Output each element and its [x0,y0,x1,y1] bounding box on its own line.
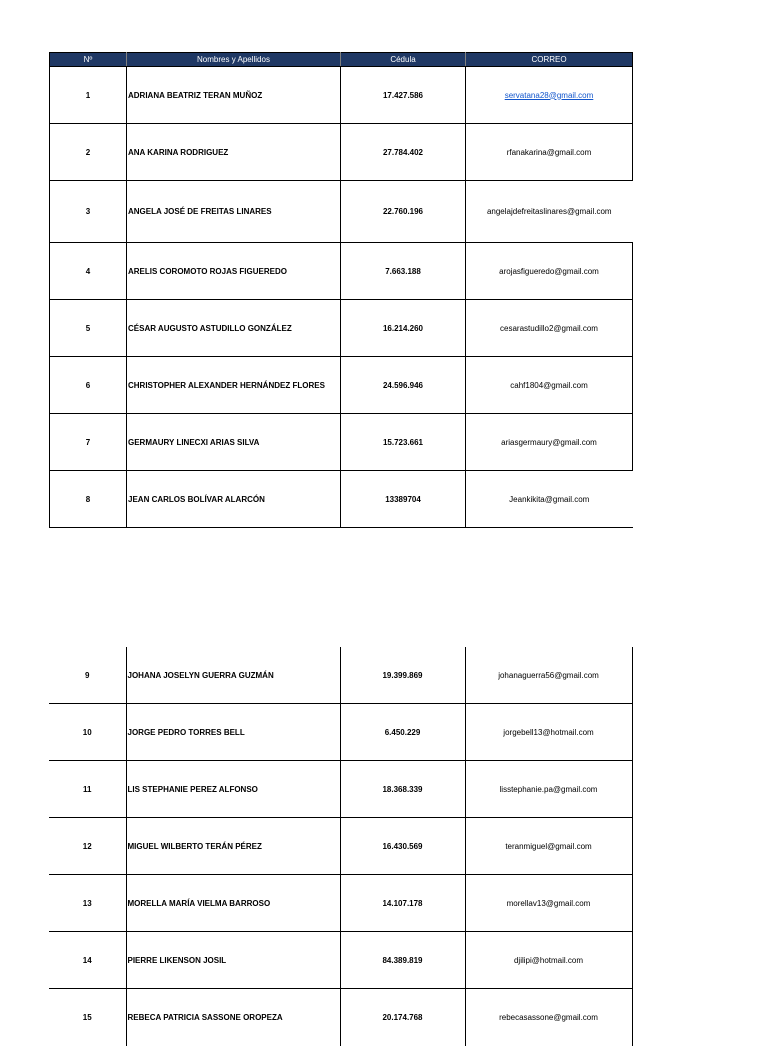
row-cedula: 16.430.569 [340,818,465,875]
row-email: djilipi@hotmail.com [465,932,632,989]
row-name: ANGELA JOSÉ DE FREITAS LINARES [127,181,341,243]
row-name: LIS STEPHANIE PEREZ ALFONSO [126,761,340,818]
row-cedula: 18.368.339 [340,761,465,818]
table-row [49,989,632,1046]
students-table-page-1 [49,52,633,528]
row-name: PIERRE LIKENSON JOSIL [126,932,340,989]
table-row [49,875,632,932]
row-email: morellav13@gmail.com [465,875,632,932]
row-cedula: 22.760.196 [341,181,466,243]
row-number: 4 [50,243,127,300]
row-name: CHRISTOPHER ALEXANDER HERNÁNDEZ FLORES [127,357,341,414]
row-cedula: 27.784.402 [341,124,466,181]
row-number: 15 [49,989,126,1046]
row-name: REBECA PATRICIA SASSONE OROPEZA [126,989,340,1046]
row-name: JORGE PEDRO TORRES BELL [126,704,340,761]
row-cedula: 84.389.819 [340,932,465,989]
row-number: 10 [49,704,126,761]
table-row [50,300,633,357]
row-name: MIGUEL WILBERTO TERÁN PÉREZ [126,818,340,875]
header-email: CORREO [466,53,633,67]
row-number: 9 [49,647,126,704]
table-row [50,357,633,414]
row-email: rebecasassone@gmail.com [465,989,632,1046]
row-name: MORELLA MARÍA VIELMA BARROSO [126,875,340,932]
row-number: 3 [50,181,127,243]
table-row [50,243,633,300]
table-row [49,932,632,989]
row-email: lisstephanie.pa@gmail.com [465,761,632,818]
row-name: GERMAURY LINECXI ARIAS SILVA [127,414,341,471]
row-name: JOHANA JOSELYN GUERRA GUZMÁN [126,647,340,704]
row-number: 1 [50,67,127,124]
table-row [49,761,632,818]
row-email: cesarastudillo2@gmail.com [466,300,633,357]
table-row [50,67,633,124]
row-number: 2 [50,124,127,181]
students-table-page-2 [49,647,633,1046]
row-number: 11 [49,761,126,818]
table-header-row [50,53,633,67]
header-cedula: Cédula [341,53,466,67]
row-number: 7 [50,414,127,471]
table-row [50,471,633,528]
row-email: johanaguerra56@gmail.com [465,647,632,704]
row-cedula: 14.107.178 [340,875,465,932]
table-row [50,414,633,471]
row-email: cahf1804@gmail.com [466,357,633,414]
row-email: Jeankikita@gmail.com [466,471,633,528]
row-name: ARELIS COROMOTO ROJAS FIGUEREDO [127,243,341,300]
row-name: JEAN CARLOS BOLÍVAR ALARCÓN [127,471,341,528]
header-name: Nombres y Apellidos [127,53,341,67]
row-email-cell [466,67,633,124]
email-link[interactable]: servatana28@gmail.com [505,91,594,100]
row-number: 8 [50,471,127,528]
row-cedula: 17.427.586 [341,67,466,124]
row-number: 6 [50,357,127,414]
table-row [50,124,633,181]
row-number: 5 [50,300,127,357]
table-row [49,818,632,875]
header-number: Nº [50,53,127,67]
row-cedula: 15.723.661 [341,414,466,471]
row-cedula: 16.214.260 [341,300,466,357]
row-cedula: 19.399.869 [340,647,465,704]
row-cedula: 7.663.188 [341,243,466,300]
row-name: CÉSAR AUGUSTO ASTUDILLO GONZÁLEZ [127,300,341,357]
row-email: jorgebell13@hotmail.com [465,704,632,761]
row-cedula: 6.450.229 [340,704,465,761]
row-number: 14 [49,932,126,989]
row-name: ADRIANA BEATRIZ TERAN MUÑOZ [127,67,341,124]
row-name: ANA KARINA RODRIGUEZ [127,124,341,181]
row-cedula: 20.174.768 [340,989,465,1046]
row-email: teranmiguel@gmail.com [465,818,632,875]
row-email: ariasgermaury@gmail.com [466,414,633,471]
row-email: rfanakarina@gmail.com [466,124,633,181]
table-row [49,704,632,761]
row-email: arojasfigueredo@gmail.com [466,243,633,300]
row-email: angelajdefreitaslinares@gmail.com [466,181,633,243]
table-row [49,647,632,704]
row-cedula: 24.596.946 [341,357,466,414]
row-number: 13 [49,875,126,932]
table-row [50,181,633,243]
row-cedula: 13389704 [341,471,466,528]
row-number: 12 [49,818,126,875]
